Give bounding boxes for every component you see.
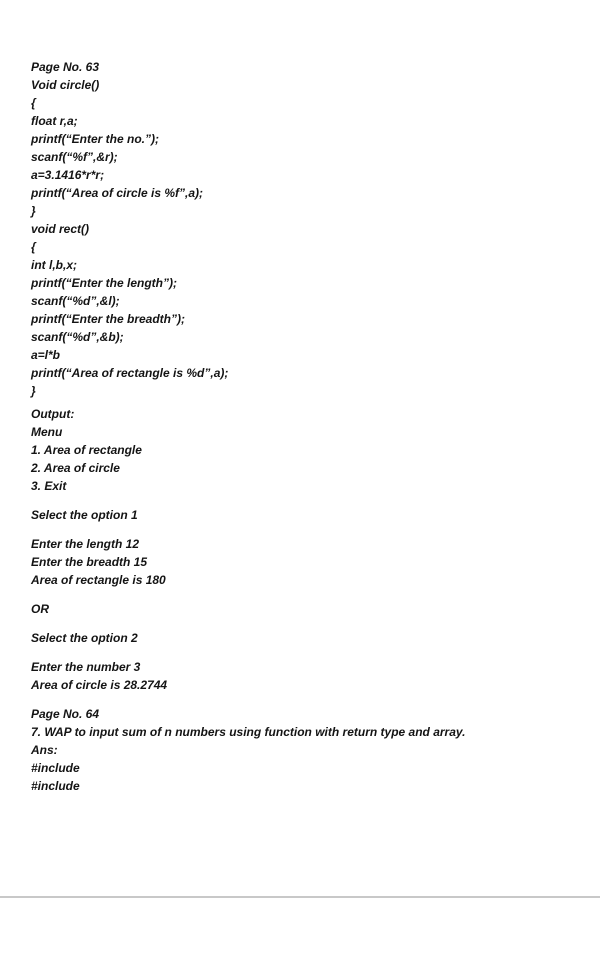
output-line: Enter the breadth 15	[31, 555, 148, 569]
code-line: scanf(“%d”,&l);	[31, 294, 120, 308]
code-line: void rect()	[31, 222, 90, 236]
code-line: }	[31, 384, 36, 398]
output-heading: Output:	[31, 407, 75, 421]
or-separator: OR	[31, 602, 49, 616]
page-number-64: Page No. 64	[31, 707, 100, 721]
menu-item: 3. Exit	[31, 479, 67, 493]
page-bottom-margin	[0, 898, 600, 960]
menu-item: 2. Area of circle	[31, 461, 120, 475]
menu-item: 1. Area of rectangle	[31, 443, 142, 457]
code-block-circle-rect	[31, 58, 571, 400]
code-line: {	[31, 240, 36, 254]
menu-title: Menu	[31, 425, 63, 439]
output-line: Area of circle is 28.2744	[31, 678, 168, 692]
code-line: a=3.1416*r*r;	[31, 168, 105, 182]
select-option-2: Select the option 2	[31, 631, 138, 645]
code-line: float r,a;	[31, 114, 78, 128]
code-line: {	[31, 96, 36, 110]
code-line: printf(“Area of circle is %f”,a);	[31, 186, 204, 200]
code-line: a=l*b	[31, 348, 61, 362]
question-text: 7. WAP to input sum of n numbers using function with return type and array.	[31, 725, 466, 739]
answer-label: Ans:	[31, 743, 58, 757]
output-line: Enter the number 3	[31, 660, 141, 674]
output-section	[31, 405, 571, 694]
document-content	[31, 58, 571, 795]
output-line: Enter the length 12	[31, 537, 140, 551]
next-question-section	[31, 705, 571, 795]
page-number-63: Page No. 63	[31, 60, 100, 74]
code-line: #include	[31, 779, 80, 793]
code-line: Void circle()	[31, 78, 100, 92]
code-line: }	[31, 204, 36, 218]
code-line: printf(“Enter the breadth”);	[31, 312, 185, 326]
code-line: scanf(“%d”,&b);	[31, 330, 124, 344]
code-line: printf(“Enter the no.”);	[31, 132, 159, 146]
code-line: scanf(“%f”,&r);	[31, 150, 118, 164]
code-line: printf(“Enter the length”);	[31, 276, 177, 290]
code-line: int l,b,x;	[31, 258, 77, 272]
code-line: printf(“Area of rectangle is %d”,a);	[31, 366, 229, 380]
select-option-1: Select the option 1	[31, 508, 138, 522]
output-line: Area of rectangle is 180	[31, 573, 166, 587]
code-line: #include	[31, 761, 80, 775]
